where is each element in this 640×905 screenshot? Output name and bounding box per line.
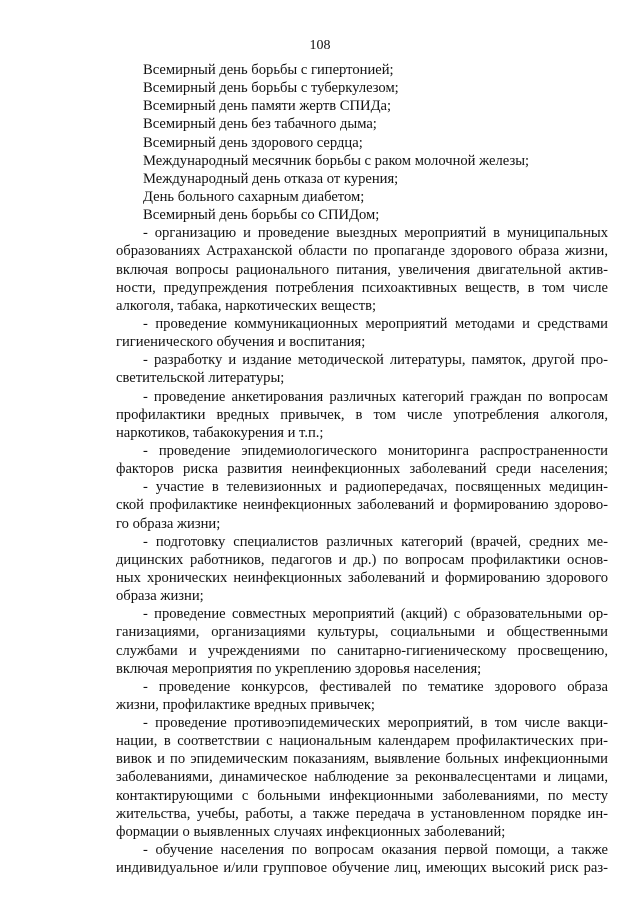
text-line: Международный месячник борьбы с раком молочной железы;: [143, 152, 530, 169]
text-line: Международный день отказа от курения;: [143, 170, 399, 187]
text-line: службами и учреждениями по санитарно-гигиеническому просвещению,: [116, 642, 608, 659]
text-line: - проведение противоэпидемических мероприятий, в том числе вакци-: [143, 715, 608, 732]
text-line: ных хронических неинфекционных заболеваний и формированию здорового: [116, 569, 608, 586]
text-line: - подготовку специалистов различных категорий (врачей, средних ме-: [143, 533, 608, 550]
document-body: [116, 61, 608, 877]
text-line: формации о выявленных случаях инфекционных заболеваний;: [116, 823, 506, 840]
text-line: гигиенического обучения и воспитания;: [116, 334, 366, 351]
text-line: Всемирный день борьбы с туберкулезом;: [143, 80, 399, 97]
text-line: - проведение эпидемиологического мониторинга распространенности: [143, 442, 608, 459]
text-line: образа жизни;: [116, 588, 204, 605]
text-line: го образа жизни;: [116, 515, 221, 532]
text-line: дицинских работников, педагогов и др.) по вопросам профилактики основ-: [116, 551, 608, 568]
text-line: ганизациями, организациями культуры, социальными и общественными: [116, 624, 608, 641]
text-line: День больного сахарным диабетом;: [143, 188, 365, 205]
text-line: Всемирный день борьбы со СПИДом;: [143, 207, 380, 224]
text-line: - обучение населения по вопросам оказания первой помощи, а также: [143, 842, 608, 859]
text-line: включая мероприятия по укреплению здоровья населения;: [116, 660, 482, 677]
text-line: алкоголя, табака, наркотических веществ;: [116, 297, 377, 314]
text-line: наркотиков, табакокурения и т.п.;: [116, 424, 324, 441]
text-line: светительской литературы;: [116, 370, 285, 387]
text-line: ности, предупреждения потребления психоактивных веществ, в том числе: [116, 279, 608, 296]
text-line: - проведение совместных мероприятий (акций) с образовательными ор-: [143, 606, 608, 623]
text-line: индивидуальное и/или групповое обучение лиц, имеющих высокий риск раз-: [116, 860, 608, 877]
text-line: Всемирный день здорового сердца;: [143, 134, 363, 151]
text-line: - организацию и проведение выездных мероприятий в муниципальных: [143, 225, 608, 242]
text-line: - проведение конкурсов, фестивалей по тематике здорового образа: [143, 678, 608, 695]
text-line: вивок и по эпидемическим показаниям, выявление больных инфекционными: [116, 751, 608, 768]
text-line: включая вопросы рационального питания, увеличения двигательной актив-: [116, 261, 608, 278]
text-line: жительства, учебы, работы, а также передача в установленном порядке ин-: [116, 805, 608, 822]
text-line: ской профилактике неинфекционных заболеваний и формированию здорово-: [116, 497, 608, 514]
text-line: заболеваниями, динамическое наблюдение за реконвалесцентами и лицами,: [116, 769, 608, 786]
text-line: - разработку и издание методической литературы, памяток, другой про-: [143, 352, 608, 369]
text-line: жизни, профилактике вредных привычек;: [116, 696, 375, 713]
text-line: - проведение анкетирования различных категорий граждан по вопросам: [143, 388, 608, 405]
text-line: Всемирный день без табачного дыма;: [143, 116, 377, 133]
text-line: Всемирный день памяти жертв СПИДа;: [143, 98, 392, 115]
text-line: Всемирный день борьбы с гипертонией;: [143, 62, 394, 78]
text-line: образованиях Астраханской области по пропаганде здорового образа жизни,: [116, 243, 608, 260]
text-line: - участие в телевизионных и радиопередачах, посвященных медицин-: [143, 479, 608, 496]
page-number: 108: [309, 38, 331, 53]
text-line: нации, в соответствии с национальным календарем профилактических при-: [116, 733, 608, 750]
text-line: контактирующими с больными инфекционными заболеваниями, по месту: [116, 787, 608, 804]
text-line: факторов риска развития неинфекционных заболеваний среди населения;: [116, 461, 608, 478]
text-line: профилактики вредных привычек, в том числе употребления алкоголя,: [116, 406, 608, 423]
text-line: - проведение коммуникационных мероприятий методами и средствами: [143, 315, 608, 332]
